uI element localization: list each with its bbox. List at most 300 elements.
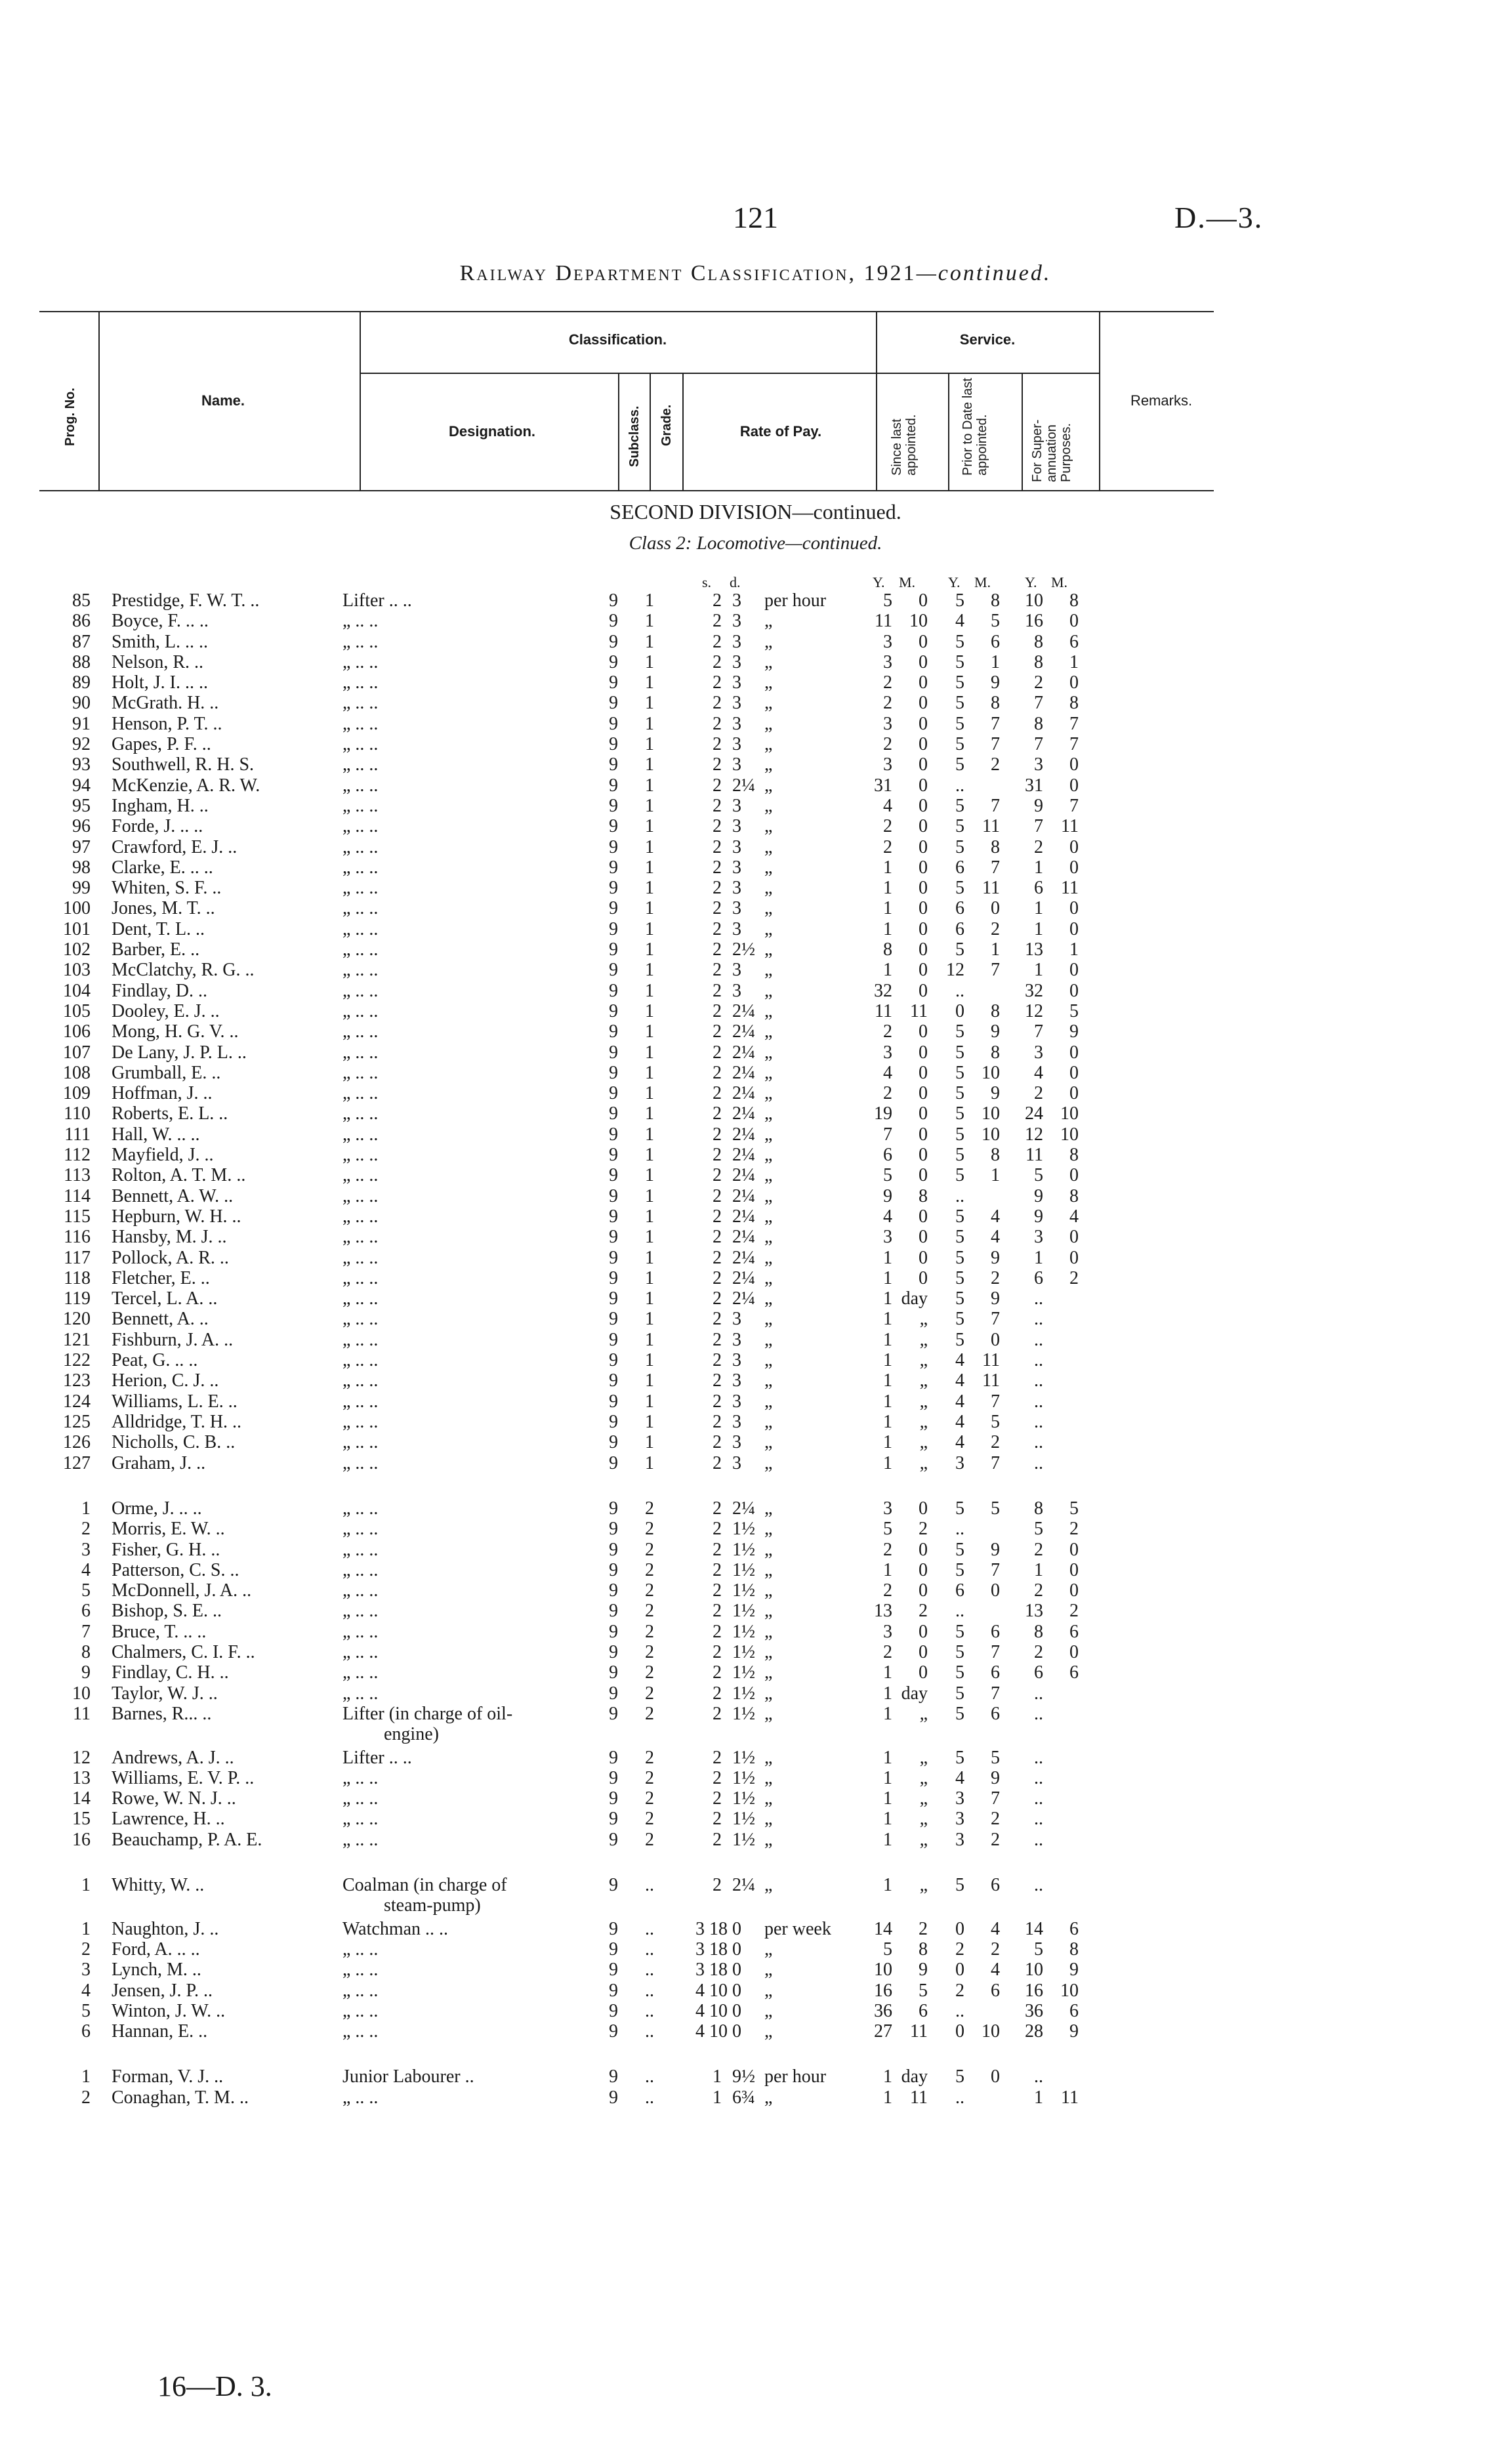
employee-name: Mayfield, J. .. [112, 1145, 214, 1165]
prog-no: 121 [63, 1330, 91, 1350]
pay-shillings: 2 [713, 1330, 722, 1350]
super-years: .. [1034, 1288, 1043, 1309]
designation: „ .. .. [342, 1001, 379, 1021]
prior-months: 6 [991, 1704, 1000, 1724]
pay-unit: per hour [764, 590, 827, 611]
subclass: 9 [609, 1960, 618, 1980]
subclass: 9 [609, 1662, 618, 1683]
super-years: 11 [1025, 1145, 1043, 1165]
super-months: 0 [1069, 1063, 1079, 1083]
prog-no: 120 [63, 1309, 91, 1329]
pay-unit: „ [764, 1519, 773, 1539]
subclass: 9 [609, 1309, 618, 1329]
employee-name: Bruce, T. .. .. [112, 1622, 207, 1642]
pay-unit: „ [764, 898, 773, 918]
prior-years: 0 [955, 1919, 964, 1939]
designation: „ .. .. [342, 981, 379, 1001]
pay-unit: „ [764, 1083, 773, 1103]
since-years: 1 [883, 1391, 892, 1412]
designation: „ .. .. [342, 754, 379, 775]
since-years: 1 [883, 857, 892, 878]
since-months: 0 [919, 734, 928, 754]
designation: „ .. .. [342, 693, 379, 713]
prior-years: 5 [955, 1498, 964, 1519]
grade: .. [645, 1919, 654, 1939]
prior-months: 9 [991, 1540, 1000, 1560]
employee-name: Dooley, E. J. .. [112, 1001, 220, 1021]
pay-unit: „ [764, 919, 773, 939]
prior-months: 7 [991, 796, 1000, 816]
since-months: „ [919, 1370, 928, 1391]
prior-years: .. [955, 1601, 964, 1621]
prog-no: 124 [63, 1391, 91, 1412]
designation: „ .. .. [342, 1432, 379, 1452]
prior-months: 4 [991, 1919, 1000, 1939]
prior-years: .. [955, 981, 964, 1001]
super-years: 16 [1025, 611, 1043, 631]
prog-no: 90 [72, 693, 91, 713]
pay-pence: 3 [732, 796, 741, 816]
subclass: 9 [609, 1248, 618, 1268]
subclass: 9 [609, 1001, 618, 1021]
since-months: „ [919, 1809, 928, 1829]
since-years: 14 [874, 1919, 892, 1939]
since-months: 0 [919, 1063, 928, 1083]
pay-shillings: 2 [713, 1642, 722, 1662]
super-years: 12 [1025, 1001, 1043, 1021]
since-months: 0 [919, 1042, 928, 1063]
grade: 1 [645, 754, 654, 775]
since-years: 16 [874, 1981, 892, 2001]
pay-pence: 0 [732, 2001, 741, 2021]
designation: „ .. .. [342, 734, 379, 754]
header-divider [1099, 311, 1100, 491]
prog-no: 6 [81, 2021, 91, 2042]
pay-shillings: 4 10 [695, 2001, 728, 2021]
employee-name: Rolton, A. T. M. .. [112, 1165, 246, 1185]
prog-no: 13 [72, 1768, 91, 1788]
header-service: Service. [959, 331, 1016, 348]
designation: „ .. .. [342, 1288, 379, 1309]
super-years: 9 [1034, 1186, 1043, 1206]
grade: 2 [645, 1683, 654, 1704]
since-years: 1 [883, 2087, 892, 2108]
super-years: 32 [1025, 981, 1043, 1001]
prior-years: 5 [955, 1248, 964, 1268]
subclass: 9 [609, 1748, 618, 1768]
super-years: 4 [1034, 1063, 1043, 1083]
pay-unit: „ [764, 1330, 773, 1350]
super-months: 9 [1069, 1960, 1079, 1980]
super-years: .. [1034, 1768, 1043, 1788]
prog-no: 15 [72, 1809, 91, 1829]
pay-shillings: 2 [713, 734, 722, 754]
pay-shillings: 2 [713, 775, 722, 796]
pay-shillings: 2 [713, 837, 722, 857]
since-years: 3 [883, 652, 892, 672]
since-years: 8 [883, 939, 892, 960]
super-years: 16 [1025, 1981, 1043, 2001]
super-years: 6 [1034, 1662, 1043, 1683]
since-months: 0 [919, 775, 928, 796]
super-months: 2 [1069, 1268, 1079, 1288]
subclass: 9 [609, 837, 618, 857]
since-months: 0 [919, 590, 928, 611]
designation: „ .. .. [342, 1165, 379, 1185]
grade: 1 [645, 611, 654, 631]
pay-pence: 0 [732, 1960, 741, 1980]
prior-years: 5 [955, 714, 964, 734]
super-years: .. [1034, 1453, 1043, 1473]
pay-pence: 3 [732, 960, 741, 980]
grade: 1 [645, 714, 654, 734]
prior-months: 11 [982, 878, 1000, 898]
grade: 2 [645, 1622, 654, 1642]
designation: „ .. .. [342, 1809, 379, 1829]
pay-pence: 2¼ [732, 1042, 755, 1063]
since-years: 3 [883, 1622, 892, 1642]
super-years: 2 [1034, 1580, 1043, 1601]
subclass: 9 [609, 2001, 618, 2021]
employee-name: Jones, M. T. .. [112, 898, 215, 918]
since-years: 11 [875, 1001, 892, 1021]
employee-name: Findlay, D. .. [112, 981, 207, 1001]
grade: 2 [645, 1748, 654, 1768]
grade: 1 [645, 919, 654, 939]
unit-shillings: s. [702, 574, 712, 590]
prog-no: 6 [81, 1601, 91, 1621]
pay-unit: „ [764, 1227, 773, 1247]
since-years: 3 [883, 1498, 892, 1519]
prior-years: 5 [955, 754, 964, 775]
prog-no: 107 [63, 1042, 91, 1063]
since-years: 27 [874, 2021, 892, 2042]
prior-years: 3 [955, 1453, 964, 1473]
pay-unit: „ [764, 1788, 773, 1809]
designation: „ .. .. [342, 1391, 379, 1412]
since-years: 1 [883, 878, 892, 898]
grade: .. [645, 1875, 654, 1895]
grade: 2 [645, 1519, 654, 1539]
prog-no: 119 [64, 1288, 91, 1309]
prior-years: 0 [955, 1001, 964, 1021]
prior-years: 5 [955, 2066, 964, 2087]
since-months: 0 [919, 1083, 928, 1103]
employee-name: Whitty, W. .. [112, 1875, 205, 1895]
subclass: 9 [609, 632, 618, 652]
super-years: .. [1034, 1830, 1043, 1850]
subclass: 9 [609, 1432, 618, 1452]
since-years: 1 [883, 919, 892, 939]
prior-months: 11 [982, 1370, 1000, 1391]
since-months: 0 [919, 796, 928, 816]
since-months: „ [919, 1768, 928, 1788]
designation: „ .. .. [342, 1642, 379, 1662]
super-years: 8 [1034, 714, 1043, 734]
pay-unit: „ [764, 1350, 773, 1370]
pay-unit: „ [764, 837, 773, 857]
subclass: 9 [609, 1206, 618, 1227]
pay-pence: 3 [732, 611, 741, 631]
grade: 1 [645, 590, 654, 611]
since-months: 0 [919, 878, 928, 898]
subclass: 9 [609, 898, 618, 918]
pay-pence: 3 [732, 898, 741, 918]
super-months: 6 [1069, 1919, 1079, 1939]
prog-no: 1 [81, 1498, 91, 1519]
pay-unit: „ [764, 1412, 773, 1432]
pay-unit: „ [764, 2021, 773, 2042]
pay-shillings: 2 [713, 1248, 722, 1268]
grade: 1 [645, 857, 654, 878]
pay-unit: „ [764, 672, 773, 693]
pay-pence: 2¼ [732, 1021, 755, 1042]
pay-unit: „ [764, 1165, 773, 1185]
super-years: .. [1034, 1875, 1043, 1895]
prior-months: 10 [982, 2021, 1000, 2042]
subclass: 9 [609, 1981, 618, 2001]
pay-unit: „ [764, 1768, 773, 1788]
pay-shillings: 4 10 [695, 1981, 728, 2001]
pay-shillings: 3 18 [695, 1939, 728, 1960]
since-years: 2 [883, 1540, 892, 1560]
designation: „ .. .. [342, 837, 379, 857]
pay-shillings: 2 [713, 1083, 722, 1103]
since-years: 2 [883, 672, 892, 693]
header-subclass: Subclass. [627, 405, 642, 467]
since-years: 5 [883, 1165, 892, 1185]
super-years: .. [1034, 1432, 1043, 1452]
grade: 1 [645, 1453, 654, 1473]
since-years: 1 [883, 1809, 892, 1829]
pay-unit: „ [764, 1042, 773, 1063]
prior-years: 5 [955, 1083, 964, 1103]
employee-name: Lawrence, H. .. [112, 1809, 225, 1829]
super-months: 9 [1069, 2021, 1079, 2042]
employee-name: Ford, A. .. .. [112, 1939, 200, 1960]
since-years: 2 [883, 693, 892, 713]
header-divider [618, 373, 619, 491]
pay-pence: 1½ [732, 1519, 755, 1539]
since-months: 0 [919, 1206, 928, 1227]
employee-name: Bennett, A. W. .. [112, 1186, 234, 1206]
employee-name: Barber, E. .. [112, 939, 200, 960]
pay-shillings: 2 [713, 693, 722, 713]
designation-continued: engine) [384, 1724, 439, 1744]
employee-name: Southwell, R. H. S. [112, 754, 255, 775]
designation: „ .. .. [342, 1206, 379, 1227]
super-months: 0 [1069, 1642, 1079, 1662]
employee-name: Clarke, E. .. .. [112, 857, 213, 878]
super-years: 5 [1034, 1519, 1043, 1539]
since-months: „ [919, 1704, 928, 1724]
designation: „ .. .. [342, 1498, 379, 1519]
super-years: 12 [1025, 1124, 1043, 1145]
designation: „ .. .. [342, 1519, 379, 1539]
pay-unit: „ [764, 1453, 773, 1473]
pay-pence: 1½ [732, 1683, 755, 1704]
since-years: 1 [883, 1330, 892, 1350]
pay-shillings: 2 [713, 878, 722, 898]
super-years: 10 [1025, 1960, 1043, 1980]
super-months: 0 [1069, 857, 1079, 878]
pay-pence: 3 [732, 1350, 741, 1370]
pay-pence: 2¼ [732, 1268, 755, 1288]
since-years: 1 [883, 898, 892, 918]
prior-years: .. [955, 1519, 964, 1539]
grade: 1 [645, 837, 654, 857]
pay-unit: „ [764, 1021, 773, 1042]
prog-no: 92 [72, 734, 91, 754]
grade: 1 [645, 693, 654, 713]
since-months: 5 [919, 1981, 928, 2001]
prior-months: 7 [991, 960, 1000, 980]
since-years: 1 [883, 1560, 892, 1580]
prior-months: 6 [991, 1981, 1000, 2001]
grade: 1 [645, 1330, 654, 1350]
designation-continued: steam-pump) [384, 1895, 481, 1916]
designation: „ .. .. [342, 1939, 379, 1960]
super-years: .. [1034, 1748, 1043, 1768]
designation: „ .. .. [342, 652, 379, 672]
prior-years: 0 [955, 2021, 964, 2042]
prior-months: 1 [991, 1165, 1000, 1185]
subclass: 9 [609, 775, 618, 796]
employee-name: Bennett, A. .. [112, 1309, 209, 1329]
subclass: 9 [609, 714, 618, 734]
pay-pence: 3 [732, 1432, 741, 1452]
prior-months: 5 [991, 1748, 1000, 1768]
super-years: 13 [1025, 1601, 1043, 1621]
pay-shillings: 2 [713, 1788, 722, 1809]
prog-no: 11 [73, 1704, 91, 1724]
prog-no: 9 [81, 1662, 91, 1683]
designation: „ .. .. [342, 1309, 379, 1329]
header-since-last: Since last appointed. [890, 414, 919, 476]
since-years: 4 [883, 796, 892, 816]
pay-unit: „ [764, 1268, 773, 1288]
title-main: Railway Department Classification, 1921 [459, 261, 917, 285]
super-months: 7 [1069, 796, 1079, 816]
pay-pence: 3 [732, 693, 741, 713]
prior-months: 8 [991, 1001, 1000, 1021]
prog-no: 114 [64, 1186, 91, 1206]
pay-pence: 2¼ [732, 1227, 755, 1247]
grade: 2 [645, 1498, 654, 1519]
prog-no: 101 [63, 919, 91, 939]
grade: 1 [645, 981, 654, 1001]
employee-name: Prestidge, F. W. T. .. [112, 590, 260, 611]
super-years: 6 [1034, 1268, 1043, 1288]
since-months: „ [919, 1391, 928, 1412]
pay-unit: „ [764, 1939, 773, 1960]
pay-unit: „ [764, 939, 773, 960]
employee-name: Peat, G. .. .. [112, 1350, 198, 1370]
designation: „ .. .. [342, 1412, 379, 1432]
prior-years: .. [955, 2001, 964, 2021]
designation: „ .. .. [342, 2087, 379, 2108]
prior-months: 2 [991, 919, 1000, 939]
designation: „ .. .. [342, 1580, 379, 1601]
prog-no: 127 [63, 1453, 91, 1473]
super-years: .. [1034, 1370, 1043, 1391]
since-months: 0 [919, 1268, 928, 1288]
pay-pence: 2¼ [732, 1063, 755, 1083]
subclass: 9 [609, 611, 618, 631]
prior-months: 2 [991, 1432, 1000, 1452]
pay-unit: per week [764, 1919, 831, 1939]
pay-shillings: 2 [713, 672, 722, 693]
pay-shillings: 2 [713, 1519, 722, 1539]
subclass: 9 [609, 1498, 618, 1519]
super-months: 0 [1069, 754, 1079, 775]
prior-months: 11 [982, 816, 1000, 836]
subclass: 9 [609, 652, 618, 672]
since-months: „ [919, 1412, 928, 1432]
grade: 1 [645, 816, 654, 836]
since-months: 0 [919, 672, 928, 693]
title-continued: —continued. [916, 261, 1052, 285]
pay-shillings: 2 [713, 611, 722, 631]
prog-no: 102 [63, 939, 91, 960]
employee-name: Orme, J. .. .. [112, 1498, 202, 1519]
grade: 1 [645, 898, 654, 918]
subclass: 9 [609, 1704, 618, 1724]
super-years: 2 [1034, 1540, 1043, 1560]
pay-pence: 2¼ [732, 1145, 755, 1165]
subclass: 9 [609, 1519, 618, 1539]
designation: Lifter (in charge of oil- [342, 1704, 513, 1724]
super-years: 10 [1025, 590, 1043, 611]
since-years: 19 [874, 1103, 892, 1124]
prog-no: 105 [63, 1001, 91, 1021]
prog-no: 125 [63, 1412, 91, 1432]
super-years: 8 [1034, 1622, 1043, 1642]
pay-pence: 2¼ [732, 775, 755, 796]
pay-pence: 0 [732, 1919, 741, 1939]
grade: 1 [645, 939, 654, 960]
prog-no: 1 [81, 1875, 91, 1895]
employee-name: McGrath. H. .. [112, 693, 219, 713]
prior-years: 0 [955, 1960, 964, 1980]
prior-months: 7 [991, 1309, 1000, 1329]
grade: 2 [645, 1768, 654, 1788]
designation: „ .. .. [342, 1186, 379, 1206]
super-years: .. [1034, 1788, 1043, 1809]
pay-shillings: 2 [713, 1145, 722, 1165]
prior-years: 5 [955, 1704, 964, 1724]
designation: „ .. .. [342, 1830, 379, 1850]
since-months: 0 [919, 1165, 928, 1185]
subclass: 9 [609, 734, 618, 754]
grade: 2 [645, 1704, 654, 1724]
header-divider [682, 373, 684, 491]
designation: „ .. .. [342, 2021, 379, 2042]
prior-years: 5 [955, 1288, 964, 1309]
subclass: 9 [609, 1288, 618, 1309]
subclass: 9 [609, 1227, 618, 1247]
super-years: .. [1034, 1412, 1043, 1432]
pay-pence: 3 [732, 1309, 741, 1329]
since-years: 5 [883, 1939, 892, 1960]
pay-shillings: 2 [713, 1268, 722, 1288]
since-months: 11 [910, 2087, 928, 2108]
pay-shillings: 2 [713, 919, 722, 939]
prior-months: 10 [982, 1103, 1000, 1124]
grade: 1 [645, 960, 654, 980]
designation: „ .. .. [342, 919, 379, 939]
designation: „ .. .. [342, 1350, 379, 1370]
